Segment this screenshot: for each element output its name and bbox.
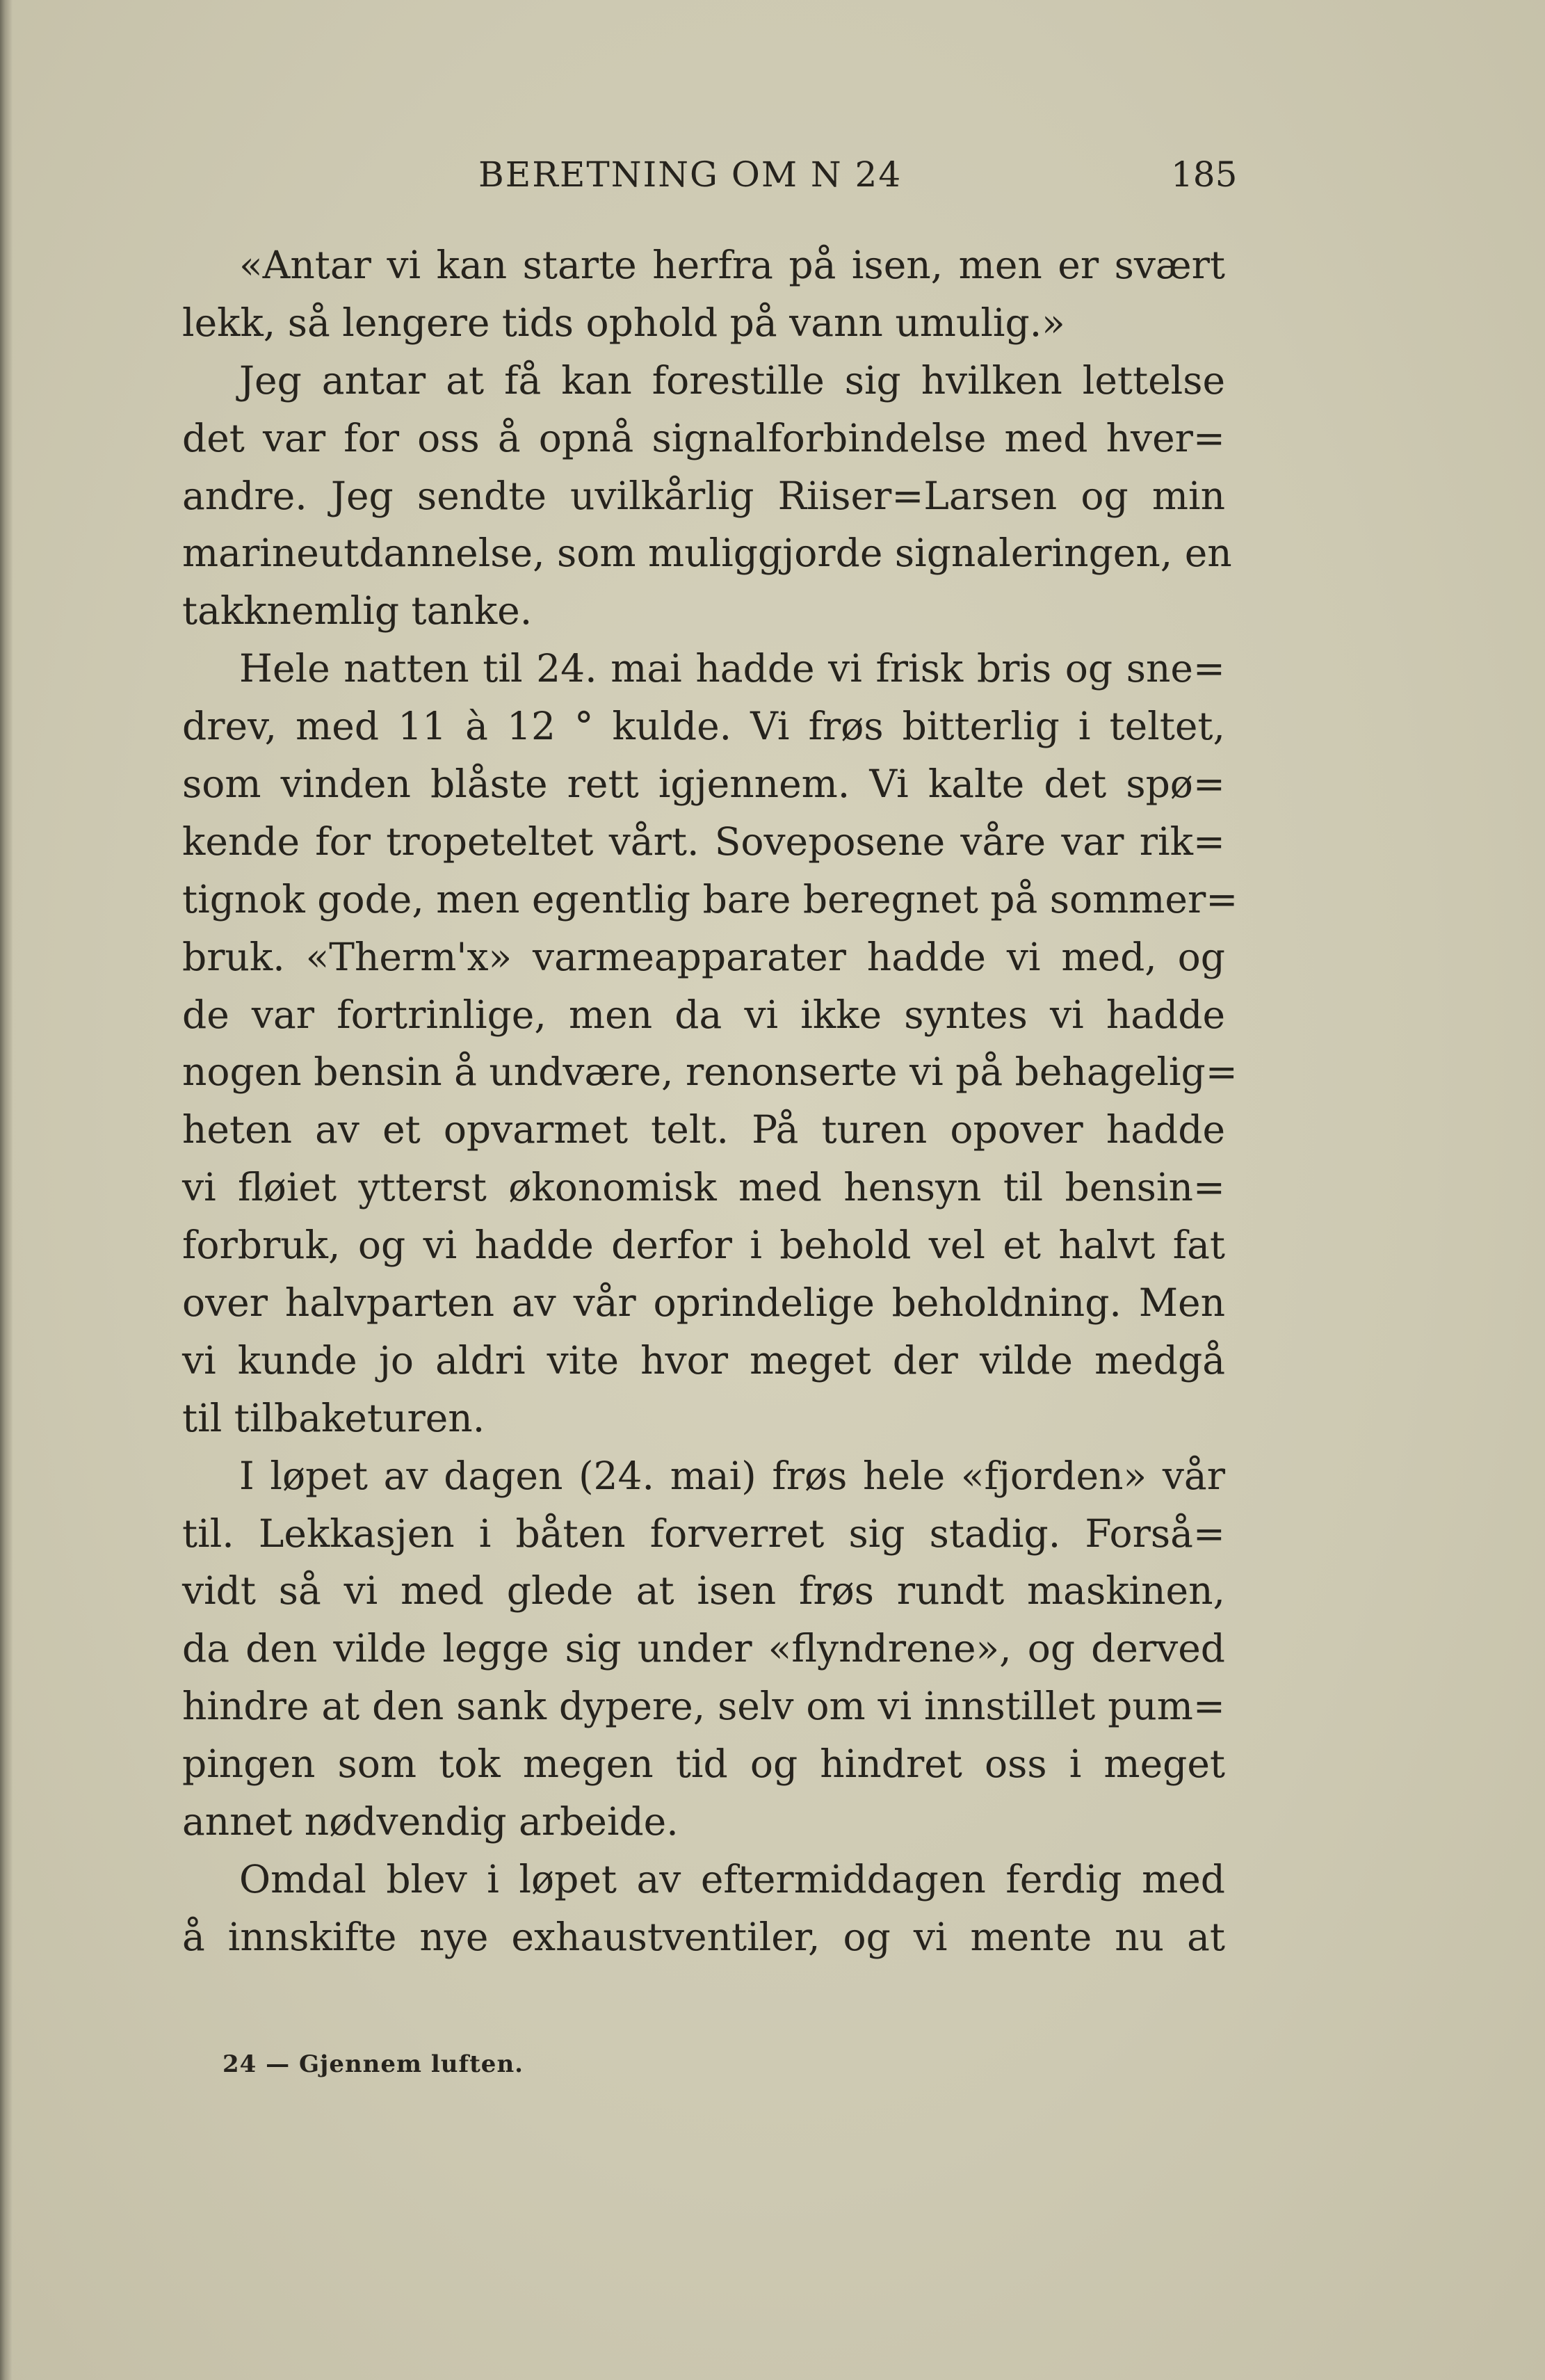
text-line: tignok gode, men egentlig bare beregnet på sommer= <box>182 876 1238 922</box>
text-line: drev, med 11 à 12 ° kulde. Vi frøs bitterlig i teltet, <box>182 704 1225 749</box>
page-number: 185 <box>1171 154 1238 195</box>
text-line: Hele natten til 24. mai hadde vi frisk bris og sne= <box>239 646 1225 691</box>
text-line: Omdal blev i løpet av eftermiddagen ferdig med <box>239 1856 1225 1901</box>
running-title: BERETNING OM N 24 <box>478 154 903 195</box>
text-line: I løpet av dagen (24. mai) frøs hele «fjorden» vår <box>239 1453 1225 1498</box>
paragraph <box>182 640 1238 1447</box>
text-line: til tilbaketuren. <box>182 1395 485 1440</box>
text-line: Jeg antar at få kan forestille sig hvilken lettelse <box>239 357 1225 403</box>
text-line: «Antar vi kan starte herfra på isen, men er svært <box>239 243 1225 287</box>
text-line: over halvparten av vår oprindelige beholdning. Men <box>182 1280 1225 1326</box>
text-line: de var fortrinlige, men da vi ikke syntes vi hadde <box>182 992 1225 1037</box>
page-binding-edge <box>0 0 13 2380</box>
text-line: til. Lekkasjen i båten forverret sig stadig. Forså= <box>182 1511 1225 1556</box>
paragraph <box>182 1447 1225 1851</box>
text-line: kende for tropeteltet vårt. Soveposene våre var rik= <box>182 819 1225 864</box>
paragraph <box>182 352 1232 640</box>
text-line: det var for oss å opnå signalforbindelse med hver= <box>182 415 1225 460</box>
paragraph <box>182 236 1225 352</box>
text-line: da den vilde legge sig under «flyndrene», og derved <box>182 1626 1225 1671</box>
text-line: lekk, så lengere tids ophold på vann umulig.» <box>182 300 1065 345</box>
text-line: å innskifte nye exhaustventiler, og vi mente nu at <box>182 1914 1225 1959</box>
text-line: hindre at den sank dypere, selv om vi innstillet pum= <box>182 1684 1225 1729</box>
text-line: vi fløiet ytterst økonomisk med hensyn til bensin= <box>182 1165 1225 1210</box>
text-line: nogen bensin å undvære, renonserte vi på behagelig= <box>182 1050 1238 1095</box>
text-line: heten av et opvarmet telt. På turen opover hadde <box>182 1107 1225 1152</box>
text-line: andre. Jeg sendte uvilkårlig Riiser=Larsen og min <box>182 473 1225 518</box>
text-line: bruk. «Therm'x» varmeapparater hadde vi med, og <box>182 934 1225 979</box>
text-line: annet nødvendig arbeide. <box>182 1799 679 1844</box>
signature-mark: 24 — Gjennem luften. <box>223 2050 524 2078</box>
body-text <box>182 236 1238 1966</box>
text-line: takknemlig tanke. <box>182 588 533 634</box>
text-line: forbruk, og vi hadde derfor i behold vel et halvt fat <box>182 1223 1225 1268</box>
text-line: pingen som tok megen tid og hindret oss i meget <box>182 1742 1225 1787</box>
text-line: marineutdannelse, som muliggjorde signaleringen, en <box>182 531 1232 576</box>
text-line: vi kunde jo aldri vite hvor meget der vilde medgå <box>182 1337 1225 1383</box>
paragraph <box>182 1851 1225 1966</box>
text-line: som vinden blåste rett igjennem. Vi kalte det spø= <box>182 762 1225 807</box>
page-header <box>0 154 1545 203</box>
text-line: vidt så vi med glede at isen frøs rundt maskinen, <box>182 1568 1225 1614</box>
